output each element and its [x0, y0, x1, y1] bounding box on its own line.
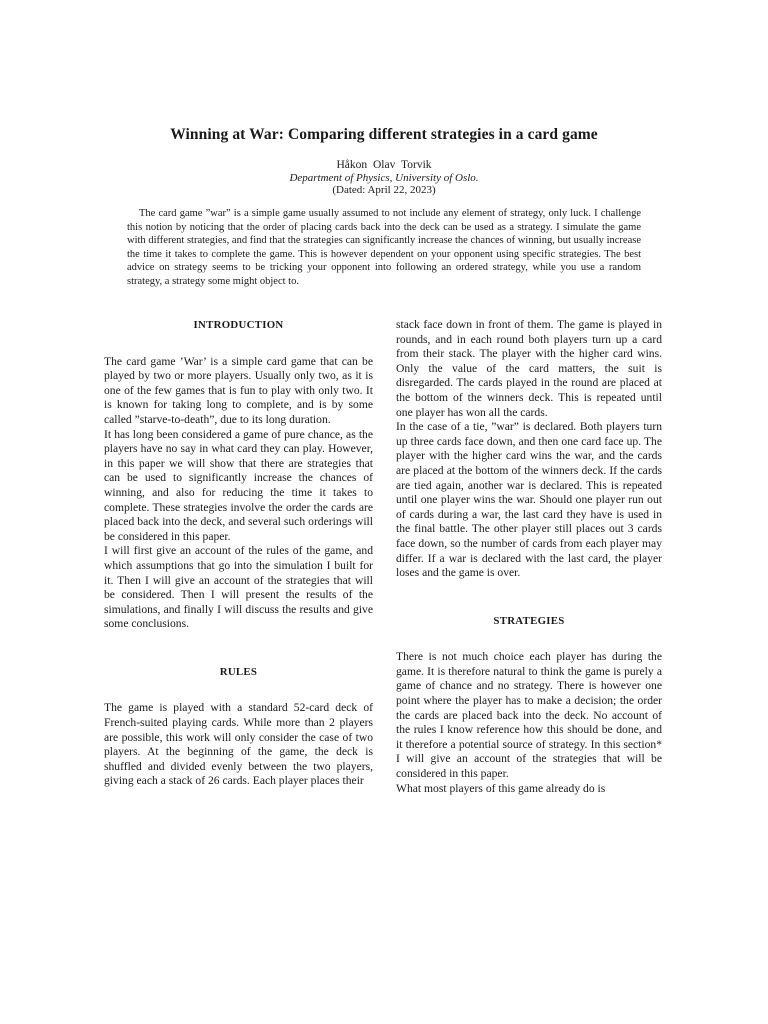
- intro-paragraph-2: It has long been considered a game of pure chance, as the players have no say in what card they can play. However, in this paper we will show that there are strategies that can be used to significantly increase the chances of winning, and also for reducing the time it takes to complete. These strategies involve the order the cards are placed back into the deck, and several such orderings will be considered in this paper.: [104, 427, 373, 543]
- paper-title: Winning at War: Comparing different strategies in a card game: [170, 126, 598, 143]
- abstract: The card game ”war” is a simple game usually assumed to not include any element of strategy, only luck. I challenge this notion by noticing that the order of placing cards back into the deck can be used as a strategy. I simulate the game with different strategies, and find that the strategies can significantly increase the chances of winning, but usually increase the time it takes to complete the game. This is however dependent on your opponent using specific strategies. The best advice on strategy seems to be tricking your opponent into following an ordered strategy, while you use a random strategy, a strategy some might object to.: [127, 208, 641, 287]
- rules-paragraph-1-part-b: stack face down in front of them. The game is played in rounds, and in each round both players turn up a card from their stack. The player with the higher card wins. Only the value of the card matters, the suit is disregarded. The cards played in the round are placed at the bottom of the winners deck. This is repeated until one player has won all the cards.: [396, 318, 662, 419]
- section-heading-rules: RULES: [219, 665, 258, 678]
- rules-paragraph-1-part-a: The game is played with a standard 52-card deck of French-suited playing cards. While more than 2 players are possible, this work will only consider the case of two players. At the beginning of the game, the deck is shuffled and divided evenly between the two players, giving each a stack of 26 cards. Each player places their: [104, 701, 373, 788]
- rules-paragraph-2: In the case of a tie, ”war” is declared. Both players turn up three cards face down, and then one card face up. The player with the higher card wins the war, and the cards are placed at the bottom of the winners deck. If the cards are tied again, another war is declared. This is repeated until one player wins the war. Should one player run out of cards during a war, the last card they have is used in the final battle. The other player still places out 3 cards face down, so the number of cards from each player may differ. If a war is declared with the last card, the player loses and the game is over.: [396, 420, 662, 580]
- left-column: [104, 318, 373, 789]
- section-heading-strategies: STRATEGIES: [493, 614, 565, 627]
- author-affiliation: Department of Physics, University of Oslo.: [289, 172, 479, 184]
- right-column: [396, 318, 662, 796]
- section-heading-introduction: INTRODUCTION: [193, 319, 284, 331]
- strategies-paragraph-1: There is not much choice each player has during the game. It is therefore natural to think the game is purely a game of chance and no strategy. There is however one point where the player has to make a decision; the order the cards are placed back into the deck. No account of the rules I know reference how this should be done, and it therefore a potential source of strategy. In this section* I will give an account of the strategies that will be considered in this paper.: [396, 650, 662, 781]
- intro-paragraph-3: I will first give an account of the rules of the game, and which assumptions that go into the simulation I built for it. Then I will give an account of the strategies that will be considered. Then I will present the results of the simulations, and finally I will discuss the results and give some conclusions.: [104, 544, 373, 631]
- strategies-paragraph-2: What most players of this game already do is: [396, 781, 606, 795]
- intro-paragraph-1: The card game ’War’ is a simple card game that can be played by two or more players. Usually only two, as it is one of the few games that is fun to play with only two. It is known for taking long to complete, and is by some called ”starve-to-death”, due to its long duration.: [104, 354, 373, 426]
- dated-line: (Dated: April 22, 2023): [332, 184, 436, 196]
- author-name: Håkon Olav Torvik: [336, 159, 432, 171]
